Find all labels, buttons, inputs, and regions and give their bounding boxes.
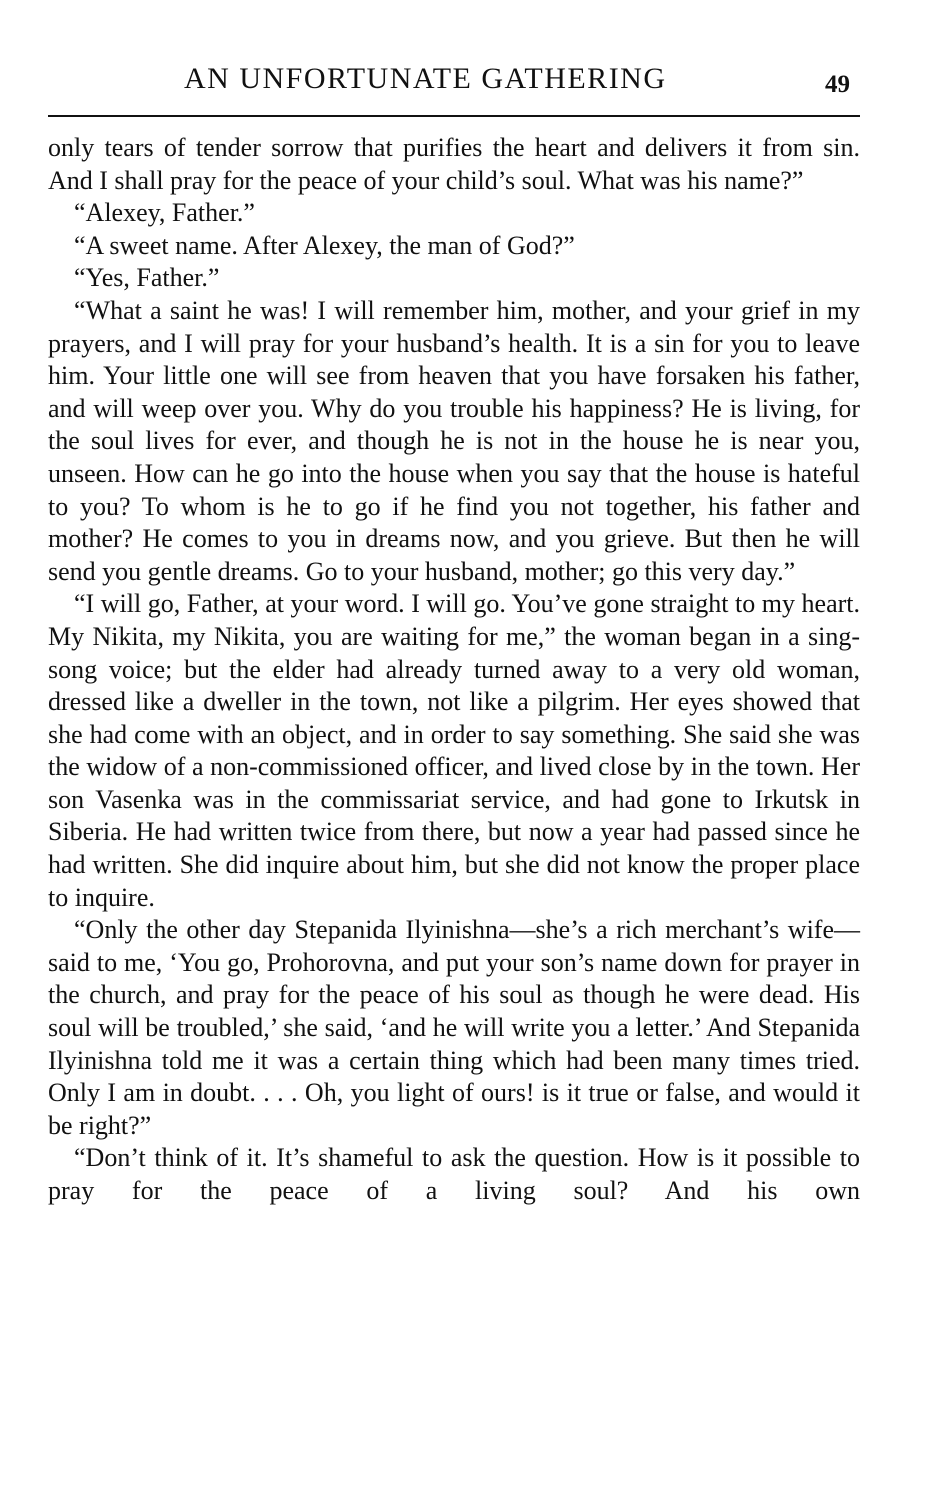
paragraph: “Don’t think of it. It’s shameful to ask the question. How is it possible to pray for the peace of a living soul? And his own: [48, 1143, 860, 1205]
paragraph: “Yes, Father.”: [74, 263, 220, 293]
page-header: [48, 60, 860, 114]
book-page: [48, 60, 860, 1205]
paragraph: “Only the other day Stepanida Ilyinishna—she’s a rich merchant’s wife—said to me, ‘You go, Prohorovna, and put your son’s name down for prayer in the church, and pray for the peace of his soul as though he were dead. His soul will be troubled,’ she said, ‘and he will write you a letter.’ And Stepanida Ilyinishna told me it was a certain thing which had been many times tried. Only I am in doubt. . . . Oh, you light of ours! is it true or false, and would it be right?”: [48, 915, 860, 1140]
paragraph: “What a saint he was! I will remember him, mother, and your grief in my prayers, and I will pray for your husband’s health. It is a sin for you to leave him. Your little one will see from heaven that you have forsaken his father, and will weep over you. Why do you trouble his happiness? He is living, for the soul lives for ever, and though he is not in the house he is near you, unseen. How can he go into the house when you say that the house is hateful to you? To whom is he to go if he find you not together, his father and mother? He comes to you in dreams now, and you grieve. But then he will send you gentle dreams. Go to your husband, mother; go this very day.”: [48, 295, 860, 586]
running-title: AN UNFORTUNATE GATHERING: [184, 62, 667, 95]
paragraph: “Alexey, Father.”: [74, 198, 255, 228]
paragraph: “A sweet name. After Alexey, the man of God?”: [74, 230, 575, 260]
paragraph: “I will go, Father, at your word. I will go. You’ve gone straight to my heart. My Nikita, my Nikita, you are waiting for me,” the woman began in a sing-song voice; but the elder had already turned away to a very old woman, dressed like a dweller in the town, not like a pilgrim. Her eyes showed that she had come with an object, and in order to say something. She said she was the widow of a non-commissioned officer, and lived close by in the town. Her son Vasenka was in the commissariat service, and had gone to Irkutsk in Siberia. He had written twice from there, but now a year had passed since he had written. She did inquire about him, but she did not know the proper place to inquire.: [48, 589, 860, 912]
body-text: [48, 132, 860, 1208]
paragraph-continued: only tears of tender sorrow that purifies the heart and delivers it from sin. And I shall pray for the peace of your child’s soul. What was his name?”: [48, 133, 860, 195]
header-rule: [48, 115, 860, 117]
page-number: 49: [825, 71, 850, 98]
